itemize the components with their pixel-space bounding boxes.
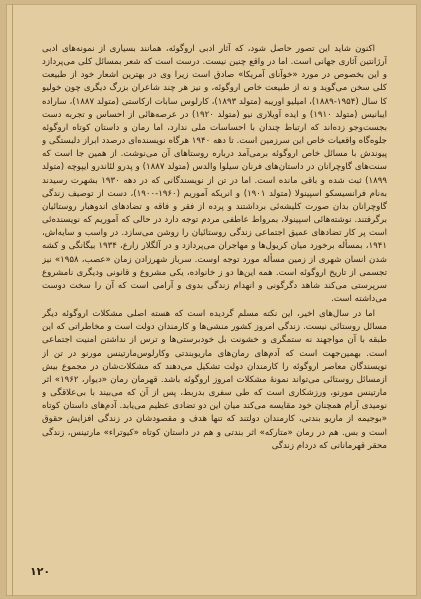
paragraph-2: اما در سال‌های اخیر، این نکته مسلم گردیده است که هسته اصلی مشکلات اروگوئه دیگر مسائل روستائی نیست. زندگی امروز کشور منشی‌ها و کارمندان دولت است و مخاطراتی که این طبقه با آن مواجهند نه ستمگری و خشونت بل خودبرستی‌ها و ترس از نداشتن امنیت اجتماعی است. بهمین‌جهت است که آدم‌های رمان‌های ماریو‌بندتی وکارلوس‌مارتینس مورنو در تن از نویسندگان معاصر اروگوئه را کارمندان دولت تشکیل می‌دهند که مشکلات‌شان در مجموع بیش ازمسائل روستائی می‌تواند نمونهٔ مشکلات امروز اروگوئه باشد. قهرمان رمان «دیوار، ۱۹۶۲» اثر مارتینس مورنو، ورزشکاری است که طی سفری بدربط، پس از آن که می‌بیند با بی‌علاقگی و نومیدی آرام همچنان خود مقایسه می‌کند میان این دو تضادی عظیم می‌یابد. آدم‌های داستان کوتاه «بوجیمه از ماریو بندتی، کارمندان دولتند که تنها هدف و مقصودشان در زندگی افزایش حقوق است و بس. هم در رمان «متارکه» اثر بندتی و هم در داستان کوتاه «کیوتراء» مارتینس، زندگی محقر قهرمانانی که دردام زندگی: [42, 309, 387, 451]
paragraph-1: اکنون شاید این تصور حاصل شود، که آثار ادبی اروگوئه، همانند بسیاری از نمونه‌های ادبی آرژانتین آثاری جهانی است. اما در واقع چنین نیست. درست است که شعر بمسائل کلی می‌پردازد و این بخصوص در مورد «خوآنای آمریکا» صادق است زیرا وی در بهترین اشعار خود از طبیعت کلی سخن می‌گوید و نه از طبیعت خاص اروگوئه، و نیز هر چند شاعران بزرگ دیگری چون خولیو کا سال (۱۹۵۴-۱۸۸۹)، امیلیو اوریبه (متولد ۱۸۹۳)، کارلوس سابات ارکاستی (متولد ۱۸۸۷)، ساراده ایبانیس (متولد ۱۹۱۰) و ایده آویلاری نیو (متولد ۱۹۲۰) در عرصه‌هائی از احساس و تجربه دست بجست‌وجو زده‌اند که ارتباط چندان با احساسات ملی ندارد، اما رمان و داستان کوتاه اروگوئه جلوه‌گاه واقعیات خاص این سرزمین است. تا دهه ۱۹۴۰ هرگاه نویسنده‌ای درصدد ابراز دلبستگی و پیوندش با مسائل خاص اروگوئه برمی‌آمد درباره روستاهای آن می‌نوشت. از همین جا است که سنت‌های گاوچرانان در داستان‌های فرنان سیلوا والدس (متولد ۱۸۸۷) و پدرو لئاندرو ایپوچه (متولد ۱۸۹۹) ثبت شده و باقی مانده است. اما در تن از نویسندگانی که در دهه ۱۹۳۰ بشهرت رسیدند به‌نام فرانسیسکو اسپینولا (متولد ۱۹۰۱) و انریکه آموریم (۱۹۶۰-۱۹۰۰)، دست از توصیف زندگی گاوچرانان بدان صورت کلیشه‌ئی برداشتند و پرده از فقر و فاقه و تضادهای اندوهبار روستائیان برگرفتند. نوشته‌هائی اسپینولا، بمرواط عاطفی مردم توجه دارد در حالی که آموریم که نویسنده‌ئی است پر کار تضادهای عمیق اجتماعی زندگی روستائیان را روشن می‌سازد. در واسب و سایه‌اش، ۱۹۴۱، بمسأله برخورد میان کریول‌ها و مهاجران می‌پردازد و در آلگلار زارع، ۱۹۳۴ بیگانگی و کشه شدن انسان شهری از زمین مسأله مورد توجه اوست. سرباز شهرزادن زمان «عصب، ۱۹۵۸» نیز تجسمی از تاریخ اروگوئه است. همه این‌ها دو ز خانواده، یکی مشروع و قانونی ودیگری نامشروع سرپرستی می‌کند شاهد دگرگونی و انهدام زندگی بدوی و آرامی است که آن را سخت دوست می‌داشته است.: [42, 44, 387, 304]
book-page: [6, 4, 417, 596]
page-edge-shadow: [12, 4, 13, 596]
page-text: [42, 43, 387, 563]
page-number: ۱۲۰: [30, 565, 51, 578]
